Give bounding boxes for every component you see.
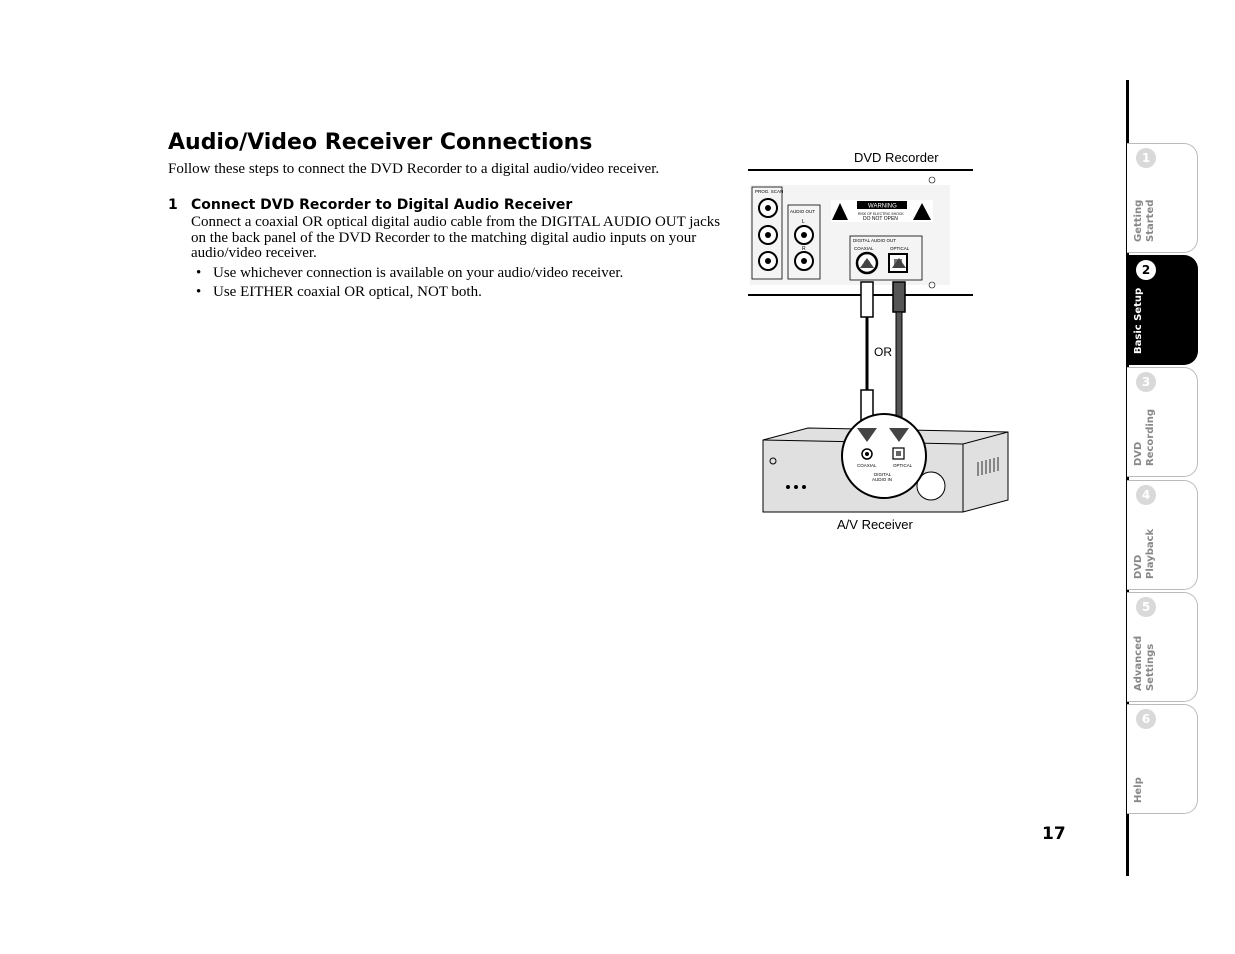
tab-label: Getting Started	[1133, 199, 1156, 242]
optical-top-label: OPTICAL	[890, 246, 910, 251]
tab-help[interactable]	[1127, 704, 1198, 814]
tab-label: Advanced Settings	[1133, 635, 1156, 691]
connection-diagram	[728, 140, 1028, 540]
av-receiver-label: A/V Receiver	[837, 517, 913, 532]
coaxial-top-label: COAXIAL	[854, 246, 874, 251]
tab-basic-setup[interactable]	[1127, 255, 1198, 365]
tab-label: Basic Setup	[1133, 287, 1144, 354]
prog-scan-label: PROG. SCAN	[755, 189, 784, 194]
optical-cable	[896, 312, 902, 420]
jack-right-label: R	[802, 246, 806, 252]
step-body: Connect a coaxial OR optical digital audio cable from the DIGITAL AUDIO OUT jacks on the back panel of the DVD Recorder to the matching digital audio inputs on your audio/video receiver.	[191, 214, 721, 261]
step-title: Connect DVD Recorder to Digital Audio Receiver	[191, 197, 573, 213]
or-label: OR	[874, 345, 892, 359]
coaxial-bottom-label: COAXIAL	[857, 463, 877, 468]
jack-left-label: L	[802, 219, 805, 225]
page-title: Audio/Video Receiver Connections	[168, 130, 593, 155]
bullet-list	[196, 265, 623, 303]
bullet-text: Use EITHER coaxial OR optical, NOT both.	[213, 284, 482, 300]
coaxial-plug	[861, 282, 873, 317]
tab-label: DVD Playback	[1133, 528, 1156, 579]
do-not-open-text: DO NOT OPEN	[863, 216, 898, 222]
page-number: 17	[1042, 824, 1066, 844]
optical-plug	[893, 282, 905, 312]
chapter-number-icon: 2	[1136, 260, 1156, 280]
step-number: 1	[168, 197, 178, 213]
chapter-number-icon: 6	[1136, 709, 1156, 729]
tab-getting-started[interactable]	[1127, 143, 1198, 253]
chapter-number-icon: 5	[1136, 597, 1156, 617]
dvd-recorder-label: DVD Recorder	[854, 150, 939, 165]
bullet-text: Use whichever connection is available on your audio/video receiver.	[213, 265, 624, 281]
receiver-inputs-zoom	[842, 414, 926, 498]
optical-bottom-label: OPTICAL	[893, 463, 913, 468]
chapter-number-icon: 4	[1136, 485, 1156, 505]
bullet-item	[196, 265, 623, 284]
warning-subtext: RISK OF ELECTRIC SHOCK	[858, 212, 904, 216]
tab-label: Help	[1133, 777, 1144, 803]
digital-audio-in-label: DIGITAL	[874, 472, 892, 477]
tab-advanced-settings[interactable]	[1127, 592, 1198, 702]
intro-text: Follow these steps to connect the DVD Recorder to a digital audio/video receiver.	[168, 161, 660, 177]
chapter-number-icon: 1	[1136, 148, 1156, 168]
digital-audio-in-label-2: AUDIO IN	[872, 477, 893, 482]
tab-dvd-playback[interactable]	[1127, 480, 1198, 590]
audio-out-label: AUDIO OUT	[790, 209, 816, 214]
warning-text: WARNING	[868, 203, 897, 210]
tab-label: DVD Recording	[1133, 408, 1156, 466]
digital-audio-out-label: DIGITAL AUDIO OUT	[853, 238, 897, 243]
tab-dvd-recording[interactable]	[1127, 367, 1198, 477]
bullet-item	[196, 284, 623, 303]
chapter-number-icon: 3	[1136, 372, 1156, 392]
